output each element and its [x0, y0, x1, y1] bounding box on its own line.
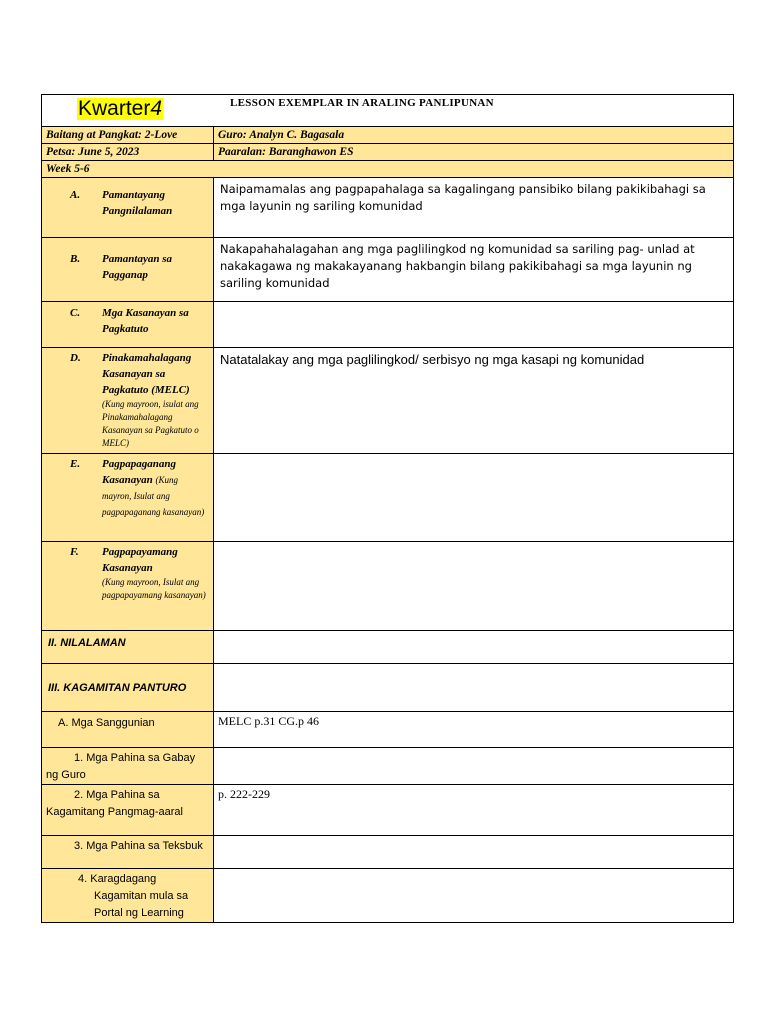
nilalaman-content	[214, 631, 734, 664]
letter-b: B.	[70, 253, 81, 265]
row-c	[42, 302, 734, 348]
content-f	[214, 542, 734, 631]
kwarter-word: Kwarter	[78, 97, 151, 120]
content-c	[214, 302, 734, 348]
info-row-grade	[42, 127, 734, 144]
item-4-content	[214, 869, 734, 923]
sanggunian-label: A. Mga Sanggunian	[58, 717, 155, 729]
item-3-label-cell	[42, 836, 214, 869]
row-e	[42, 454, 734, 542]
item-1-content	[214, 748, 734, 785]
content-d: Natatalakay ang mga paglilingkod/ serbisyo ng mga kasapi ng komunidad	[214, 348, 734, 454]
label-cell-e	[42, 454, 214, 542]
label-cell-d	[42, 348, 214, 454]
note-f: (Kung mayroon, Isulat ang pagpapayamang kasanayan)	[102, 577, 206, 600]
header-cell	[42, 95, 734, 127]
label-cell-f	[42, 542, 214, 631]
lesson-exemplar-sheet	[41, 94, 733, 923]
letter-e: E.	[70, 458, 81, 470]
label-cell-c	[42, 302, 214, 348]
label-cell-b	[42, 238, 214, 302]
item-2-content: p. 222-229	[214, 785, 734, 836]
kwarter-label	[77, 98, 163, 120]
grade-cell: Baitang at Pangkat: 2-Love	[42, 127, 214, 144]
kwarter-number: 4	[150, 97, 163, 120]
document-title: LESSON EXEMPLAR IN ARALING PANLIPUNAN	[230, 97, 494, 109]
week-cell: Week 5-6	[42, 161, 734, 178]
row-f	[42, 542, 734, 631]
item-3-content	[214, 836, 734, 869]
content-e	[214, 454, 734, 542]
kagamitan-label-text: III. KAGAMITAN PANTURO	[48, 681, 187, 694]
item-2-label: 2. Mga Pahina sa Kagamitang Pangmag-aaral	[46, 789, 183, 818]
kagamitan-content	[214, 664, 734, 712]
note-e: (Kung mayron, Isulat ang pagpapaganang kasanayan)	[102, 475, 205, 517]
item-4-label: 4. Karagdagang Kagamitan mula sa Portal ng Learning	[78, 873, 189, 919]
content-b: Nakapahahalagahan ang mga paglilingkod ng komunidad sa sariling pag- unlad at nakakagawa ng makakayanang hakbangin bilang pakikibahagi sa mga layunin ng sariling komunidad	[214, 238, 734, 302]
content-a: Naipamamalas ang pagpapahalaga sa kagalingang pansibiko bilang pakikibahagi sa mga layunin ng sariling komunidad	[214, 178, 734, 238]
row-item-3	[42, 836, 734, 869]
school-cell: Paaralan: Baranghawon ES	[214, 144, 734, 161]
row-d	[42, 348, 734, 454]
sanggunian-label-cell	[42, 712, 214, 748]
label-a: Pamantayang Pangnilalaman	[102, 189, 173, 217]
letter-c: C.	[70, 307, 81, 319]
letter-a: A.	[70, 189, 81, 201]
nilalaman-label: II. NILALAMAN	[42, 631, 214, 664]
lesson-exemplar-table	[41, 94, 734, 923]
label-cell-a	[42, 178, 214, 238]
label-d: Pinakamahalagang Kasanayan sa Pagkatuto (MELC)	[102, 352, 192, 396]
label-e: Pagpapaganang Kasanayan	[102, 458, 176, 486]
sanggunian-content: MELC p.31 CG.p 46	[214, 712, 734, 748]
row-nilalaman	[42, 631, 734, 664]
row-b	[42, 238, 734, 302]
header-row	[42, 95, 734, 127]
label-c: Mga Kasanayan sa Pagkatuto	[102, 307, 189, 335]
item-3-label: 3. Mga Pahina sa Teksbuk	[74, 840, 203, 852]
row-item-2	[42, 785, 734, 836]
row-sanggunian	[42, 712, 734, 748]
info-row-date	[42, 144, 734, 161]
item-1-label: 1. Mga Pahina sa Gabay ng Guro	[46, 752, 196, 781]
kagamitan-label	[42, 664, 214, 712]
row-item-4	[42, 869, 734, 923]
info-row-week	[42, 161, 734, 178]
letter-f: F.	[70, 546, 79, 558]
teacher-cell: Guro: Analyn C. Bagasala	[214, 127, 734, 144]
letter-d: D.	[70, 352, 81, 364]
label-f: Pagpapayamang Kasanayan	[102, 546, 178, 574]
item-4-label-cell	[42, 869, 214, 923]
row-item-1	[42, 748, 734, 785]
row-a	[42, 178, 734, 238]
date-cell: Petsa: June 5, 2023	[42, 144, 214, 161]
label-b: Pamantayan sa Pagganap	[102, 253, 172, 281]
item-2-label-cell	[42, 785, 214, 836]
row-kagamitan	[42, 664, 734, 712]
item-1-label-cell	[42, 748, 214, 785]
note-d: (Kung mayroon, isulat ang Pinakamahalagang Kasanayan sa Pagkatuto o MELC)	[102, 399, 199, 448]
